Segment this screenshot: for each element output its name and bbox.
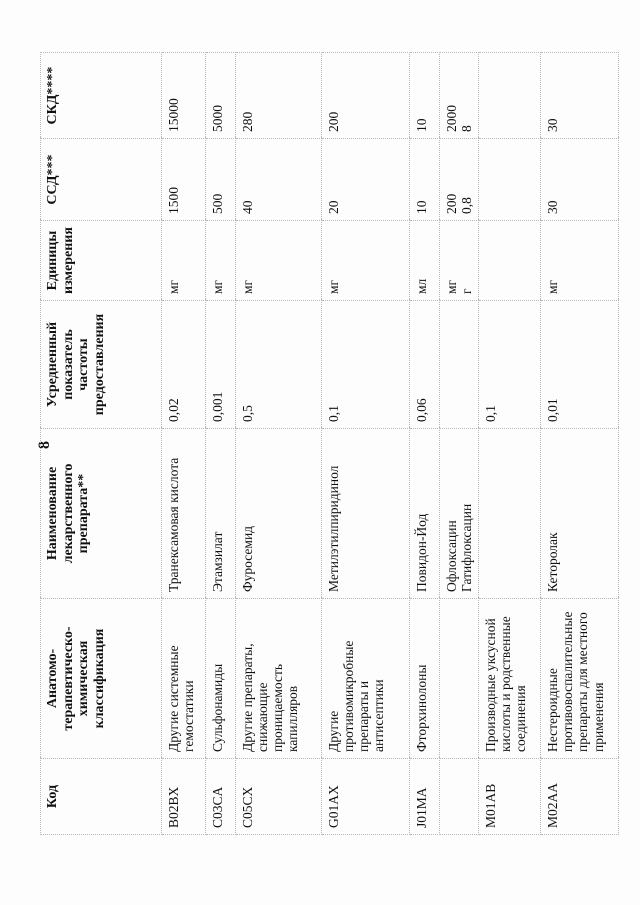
cell-skd (479, 53, 541, 139)
header-unit: Единицы измерения (41, 221, 162, 301)
drug-name: Офлоксацин (444, 520, 459, 592)
cell-skd: 200 (322, 53, 410, 139)
cell-skd: 280 (236, 53, 322, 139)
table-row (440, 53, 479, 835)
table-row (322, 53, 410, 835)
cell-frequency (440, 301, 479, 429)
cell-atc: Нестероидные противовоспалительные препараты для местного применения (541, 599, 619, 759)
table-row (206, 53, 236, 835)
cell-frequency: 0,06 (410, 301, 440, 429)
cell-unit: мл (410, 221, 440, 301)
cell-skd: 5000 (206, 53, 236, 139)
ssd-value: 200 (444, 193, 459, 215)
cell-frequency: 0,02 (162, 301, 206, 429)
table-row (541, 53, 619, 835)
cell-skd: 30 (541, 53, 619, 139)
cell-drug: Фуросемид (236, 429, 322, 599)
header-atc: Анатомо-терапевтическо-химическая классификация (41, 599, 162, 759)
cell-ssd: 40 (236, 139, 322, 221)
table-row (162, 53, 206, 835)
cell-unit: мг (162, 221, 206, 301)
cell-code: M01AB (479, 759, 541, 835)
cell-atc: Сульфонамиды (206, 599, 236, 759)
cell-atc: Производные уксусной кислоты и родственные соединения (479, 599, 541, 759)
cell-drug: Этамзилат (206, 429, 236, 599)
cell-frequency: 0,5 (236, 301, 322, 429)
drug-name-2: Гатифлоксацин (459, 503, 475, 592)
cell-drug: Повидон-Йод (410, 429, 440, 599)
cell-drug: Транексамовая кислота (162, 429, 206, 599)
skd-value: 2000 (444, 105, 459, 133)
cell-ssd: 1500 (162, 139, 206, 221)
unit-value: мг (444, 279, 459, 294)
header-skd: СКД**** (41, 53, 162, 139)
cell-ssd (440, 139, 479, 221)
cell-unit (479, 221, 541, 301)
cell-unit: мг (236, 221, 322, 301)
cell-unit: мг (541, 221, 619, 301)
cell-frequency: 0,01 (541, 301, 619, 429)
cell-atc: Другие противомикробные препараты и антисептики (322, 599, 410, 759)
cell-unit: мг (206, 221, 236, 301)
unit-value-2: г (459, 288, 475, 294)
cell-drug (479, 429, 541, 599)
skd-value-2: 8 (459, 125, 475, 133)
cell-code: C03CA (206, 759, 236, 835)
cell-drug: Метилэтилпиридинол (322, 429, 410, 599)
cell-unit: мг (322, 221, 410, 301)
header-code: Код (41, 759, 162, 835)
cell-code: M02AA (541, 759, 619, 835)
cell-atc: Другие системные гемостатики (162, 599, 206, 759)
cell-atc: Фторхинолоны (410, 599, 440, 759)
drug-table (40, 52, 619, 835)
cell-code: C05CX (236, 759, 322, 835)
cell-drug: Кеторолак (541, 429, 619, 599)
header-row (41, 53, 162, 835)
cell-frequency: 0,1 (322, 301, 410, 429)
cell-frequency: 0,001 (206, 301, 236, 429)
cell-skd: 10 (410, 53, 440, 139)
cell-drug (440, 429, 479, 599)
cell-ssd: 500 (206, 139, 236, 221)
table-row (410, 53, 440, 835)
cell-atc: Другие препараты, снижающие проницаемость капилляров (236, 599, 322, 759)
header-drug: Наименование лекарственного препарата** (41, 429, 162, 599)
cell-unit (440, 221, 479, 301)
ssd-value-2: 0,8 (459, 197, 475, 215)
cell-code: G01AX (322, 759, 410, 835)
page-number: 8 (36, 441, 53, 449)
cell-ssd: 20 (322, 139, 410, 221)
cell-code (440, 759, 479, 835)
cell-skd: 15000 (162, 53, 206, 139)
cell-frequency: 0,1 (479, 301, 541, 429)
cell-code: J01MA (410, 759, 440, 835)
cell-skd (440, 53, 479, 139)
header-frequency: Усредненный показатель частоты предоставления (41, 301, 162, 429)
table-row (236, 53, 322, 835)
cell-code: B02BX (162, 759, 206, 835)
cell-ssd (479, 139, 541, 221)
cell-ssd: 30 (541, 139, 619, 221)
table-row (479, 53, 541, 835)
cell-atc (440, 599, 479, 759)
header-ssd: ССД*** (41, 139, 162, 221)
cell-ssd: 10 (410, 139, 440, 221)
